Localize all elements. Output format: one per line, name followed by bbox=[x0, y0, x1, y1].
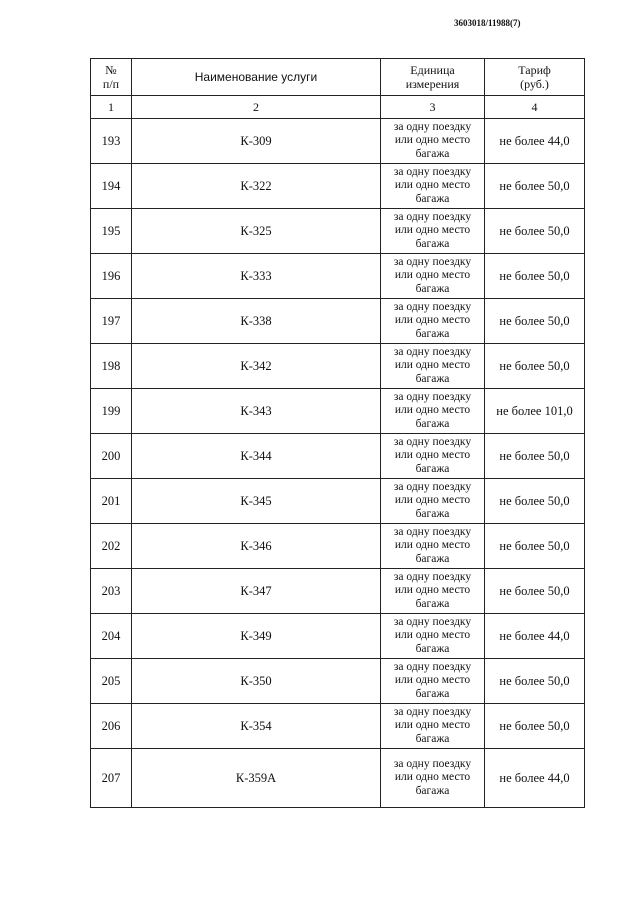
row-number-cell: 206 bbox=[91, 704, 132, 749]
unit-text: багажа bbox=[415, 507, 450, 520]
table-row bbox=[91, 344, 585, 389]
unit-text: багажа bbox=[415, 552, 450, 565]
unit-text: багажа bbox=[415, 462, 450, 475]
column-number: 1 bbox=[91, 96, 132, 119]
header-tariff: Тариф (руб.) bbox=[485, 59, 585, 96]
table-header-row bbox=[91, 59, 585, 96]
service-name-cell: К-342 bbox=[132, 344, 381, 389]
tariff-cell: не более 44,0 bbox=[485, 119, 585, 164]
unit-text: или одно место bbox=[394, 771, 471, 784]
tariff-cell: не более 50,0 bbox=[485, 209, 585, 254]
tariff-cell: не более 50,0 bbox=[485, 434, 585, 479]
unit-text: за одну поездку bbox=[393, 120, 472, 133]
table-row bbox=[91, 614, 585, 659]
unit-text: за одну поездку bbox=[393, 345, 472, 358]
unit-cell bbox=[381, 299, 485, 344]
unit-text: багажа bbox=[415, 687, 450, 700]
unit-text: за одну поездку bbox=[393, 390, 472, 403]
unit-cell bbox=[381, 119, 485, 164]
row-number-cell: 199 bbox=[91, 389, 132, 434]
row-number-cell: 195 bbox=[91, 209, 132, 254]
unit-cell bbox=[381, 479, 485, 524]
unit-text: или одно место bbox=[394, 134, 471, 147]
service-name-cell: К-309 bbox=[132, 119, 381, 164]
column-number: 4 bbox=[485, 96, 585, 119]
unit-cell bbox=[381, 704, 485, 749]
unit-text: за одну поездку bbox=[393, 570, 472, 583]
service-name-cell: К-325 bbox=[132, 209, 381, 254]
unit-cell bbox=[381, 254, 485, 299]
table-body bbox=[91, 119, 585, 808]
table-row bbox=[91, 479, 585, 524]
service-name-cell: К-345 bbox=[132, 479, 381, 524]
service-name-cell: К-344 bbox=[132, 434, 381, 479]
document-id: 3603018/11988(7) bbox=[454, 18, 521, 28]
unit-text: или одно место bbox=[394, 404, 471, 417]
table-row bbox=[91, 749, 585, 808]
service-name-cell: К-359А bbox=[132, 749, 381, 808]
tariff-cell: не более 50,0 bbox=[485, 569, 585, 614]
unit-text: или одно место bbox=[394, 314, 471, 327]
unit-text: за одну поездку bbox=[393, 435, 472, 448]
row-number-cell: 207 bbox=[91, 749, 132, 808]
header-number: № п/п bbox=[91, 59, 132, 96]
row-number-cell: 201 bbox=[91, 479, 132, 524]
row-number-cell: 205 bbox=[91, 659, 132, 704]
unit-text: или одно место bbox=[394, 539, 471, 552]
unit-text: за одну поездку bbox=[393, 210, 472, 223]
unit-cell bbox=[381, 434, 485, 479]
tariff-cell: не более 50,0 bbox=[485, 524, 585, 569]
tariff-cell: не более 50,0 bbox=[485, 479, 585, 524]
unit-text: или одно место bbox=[394, 494, 471, 507]
unit-text: за одну поездку bbox=[393, 480, 472, 493]
table-row bbox=[91, 389, 585, 434]
unit-text: багажа bbox=[415, 417, 450, 430]
unit-cell bbox=[381, 614, 485, 659]
unit-text: или одно место bbox=[394, 719, 471, 732]
header-service-name: Наименование услуги bbox=[132, 59, 381, 96]
unit-text: за одну поездку bbox=[393, 525, 472, 538]
service-name-cell: К-346 bbox=[132, 524, 381, 569]
service-name-cell: К-343 bbox=[132, 389, 381, 434]
unit-cell bbox=[381, 209, 485, 254]
row-number-cell: 193 bbox=[91, 119, 132, 164]
table-row bbox=[91, 704, 585, 749]
service-name-cell: К-338 bbox=[132, 299, 381, 344]
table-row bbox=[91, 524, 585, 569]
header-unit: Единица измерения bbox=[381, 59, 485, 96]
unit-text: или одно место bbox=[394, 629, 471, 642]
table-row bbox=[91, 164, 585, 209]
unit-text: багажа bbox=[415, 732, 450, 745]
tariff-cell: не более 50,0 bbox=[485, 659, 585, 704]
row-number-cell: 194 bbox=[91, 164, 132, 209]
row-number-cell: 203 bbox=[91, 569, 132, 614]
tariff-cell: не более 101,0 bbox=[485, 389, 585, 434]
table-row bbox=[91, 569, 585, 614]
tariff-cell: не более 50,0 bbox=[485, 299, 585, 344]
row-number-cell: 196 bbox=[91, 254, 132, 299]
unit-text: за одну поездку bbox=[393, 165, 472, 178]
service-name-cell: К-349 bbox=[132, 614, 381, 659]
unit-cell bbox=[381, 344, 485, 389]
unit-text: или одно место bbox=[394, 224, 471, 237]
column-number: 2 bbox=[132, 96, 381, 119]
tariff-cell: не более 50,0 bbox=[485, 344, 585, 389]
service-name-cell: К-333 bbox=[132, 254, 381, 299]
unit-text: багажа bbox=[415, 597, 450, 610]
unit-text: багажа bbox=[415, 642, 450, 655]
row-number-cell: 197 bbox=[91, 299, 132, 344]
row-number-cell: 202 bbox=[91, 524, 132, 569]
row-number-cell: 204 bbox=[91, 614, 132, 659]
unit-text: багажа bbox=[415, 237, 450, 250]
tariff-table bbox=[90, 58, 585, 808]
table-row bbox=[91, 209, 585, 254]
unit-text: багажа bbox=[415, 784, 450, 797]
tariff-cell: не более 50,0 bbox=[485, 164, 585, 209]
table-row bbox=[91, 659, 585, 704]
row-number-cell: 198 bbox=[91, 344, 132, 389]
service-name-cell: К-347 bbox=[132, 569, 381, 614]
unit-text: багажа bbox=[415, 147, 450, 160]
unit-cell bbox=[381, 524, 485, 569]
unit-text: или одно место bbox=[394, 584, 471, 597]
unit-text: за одну поездку bbox=[393, 705, 472, 718]
unit-text: багажа bbox=[415, 327, 450, 340]
row-number-cell: 200 bbox=[91, 434, 132, 479]
unit-text: багажа bbox=[415, 372, 450, 385]
unit-text: багажа bbox=[415, 282, 450, 295]
unit-text: за одну поездку bbox=[393, 660, 472, 673]
column-number-row bbox=[91, 96, 585, 119]
tariff-cell: не более 50,0 bbox=[485, 704, 585, 749]
unit-text: или одно место bbox=[394, 269, 471, 282]
unit-cell bbox=[381, 749, 485, 808]
table-row bbox=[91, 299, 585, 344]
table-row bbox=[91, 434, 585, 479]
unit-text: за одну поездку bbox=[393, 615, 472, 628]
tariff-cell: не более 44,0 bbox=[485, 749, 585, 808]
unit-cell bbox=[381, 569, 485, 614]
table-row bbox=[91, 119, 585, 164]
unit-text: или одно место bbox=[394, 449, 471, 462]
unit-cell bbox=[381, 164, 485, 209]
unit-text: или одно место bbox=[394, 359, 471, 372]
service-name-cell: К-350 bbox=[132, 659, 381, 704]
tariff-cell: не более 44,0 bbox=[485, 614, 585, 659]
service-name-cell: К-322 bbox=[132, 164, 381, 209]
unit-cell bbox=[381, 389, 485, 434]
tariff-cell: не более 50,0 bbox=[485, 254, 585, 299]
column-number: 3 bbox=[381, 96, 485, 119]
unit-text: или одно место bbox=[394, 674, 471, 687]
unit-text: или одно место bbox=[394, 179, 471, 192]
unit-text: за одну поездку bbox=[393, 757, 472, 770]
table-row bbox=[91, 254, 585, 299]
unit-text: за одну поездку bbox=[393, 300, 472, 313]
unit-cell bbox=[381, 659, 485, 704]
service-name-cell: К-354 bbox=[132, 704, 381, 749]
unit-text: за одну поездку bbox=[393, 255, 472, 268]
unit-text: багажа bbox=[415, 192, 450, 205]
